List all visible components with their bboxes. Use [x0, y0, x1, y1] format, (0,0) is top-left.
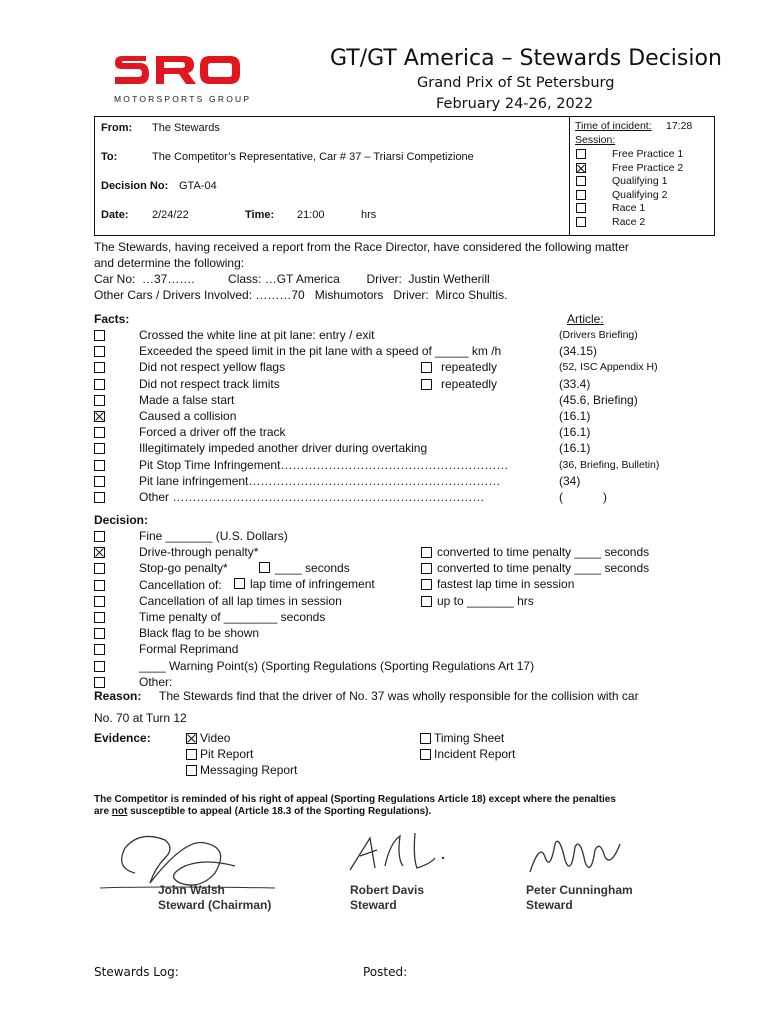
incident-box-divider: [569, 116, 570, 236]
fact-text: Pit Stop Time Infringement…………………………………………………: [139, 457, 509, 472]
other-cars-line: Other Cars / Drivers Involved: ………70 Mishumotors Driver: Mirco Shultis.: [94, 288, 508, 302]
fact-article: (36, Briefing, Bulletin): [559, 458, 660, 471]
decision-option-checkbox[interactable]: [421, 563, 432, 574]
fact-checkbox[interactable]: [94, 492, 105, 503]
session-label-item: Qualifying 2: [612, 188, 668, 201]
evidence-label-item: Pit Report: [200, 747, 254, 761]
decision-text: Stop-go penalty*: [139, 561, 228, 576]
fact-text: Did not respect track limits: [139, 376, 280, 391]
fact-checkbox[interactable]: [94, 395, 105, 406]
fact-text: Crossed the white line at pit lane: entry / exit: [139, 328, 375, 342]
appeal-line-1: The Competitor is reminded of his right of appeal (Sporting Regulations Article 18) except where the penalties: [94, 794, 616, 805]
session-label-item: Race 2: [612, 215, 646, 228]
date-label: Date:: [101, 209, 129, 221]
fact-checkbox[interactable]: [94, 427, 105, 438]
fact-article: (Drivers Briefing): [559, 329, 638, 341]
decision-checkbox[interactable]: [94, 531, 105, 542]
evidence-checkbox[interactable]: [186, 733, 197, 744]
fact-text: Made a false start: [139, 392, 235, 407]
session-checkbox[interactable]: [576, 217, 586, 227]
decision-option-text: up to _______ hrs: [437, 593, 534, 608]
event-name: Grand Prix of St Petersburg: [417, 75, 615, 91]
decision-checkbox[interactable]: [94, 644, 105, 655]
signature-peter-cunningham: [525, 832, 635, 882]
evidence-label-item: Incident Report: [434, 747, 516, 761]
fact-checkbox[interactable]: [94, 346, 105, 357]
fact-article: ( ): [559, 490, 607, 504]
decision-no-label: Decision No:: [101, 180, 169, 192]
appeal-line-2-pre: are: [94, 806, 112, 817]
fact-checkbox[interactable]: [94, 362, 105, 373]
to-value: The Competitor’s Representative, Car # 37 – Triarsi Competizione: [152, 151, 474, 163]
fact-article: (16.1): [559, 425, 591, 440]
session-checkbox[interactable]: [576, 149, 586, 159]
evidence-checkbox[interactable]: [420, 749, 431, 760]
decision-text: Cancellation of all lap times in session: [139, 593, 342, 608]
decision-checkbox[interactable]: [94, 628, 105, 639]
decision-checkbox[interactable]: [94, 580, 105, 591]
evidence-label-item: Timing Sheet: [434, 731, 505, 745]
decision-option-text: converted to time penalty ____ seconds: [437, 545, 650, 559]
fact-article: (34.15): [559, 344, 598, 359]
fact-text: Other ……………………………………………………………………: [139, 490, 485, 504]
session-label-item: Free Practice 2: [612, 161, 684, 174]
decision-text: Black flag to be shown: [139, 626, 260, 641]
decision-text: Formal Reprimand: [139, 642, 239, 657]
fact-text: Illegitimately impeded another driver during overtaking: [139, 441, 428, 456]
decision-text: Time penalty of ________ seconds: [139, 610, 326, 624]
session-label: Session:: [575, 134, 616, 146]
event-dates: February 24-26, 2022: [436, 96, 594, 112]
decision-text: Drive-through penalty*: [139, 545, 259, 560]
fact-article: (45.6, Briefing): [559, 392, 638, 407]
decision-checkbox[interactable]: [94, 563, 105, 574]
reason-line-2: No. 70 at Turn 12: [94, 711, 187, 725]
signatory-role: Steward: [350, 898, 397, 912]
session-label-item: Qualifying 1: [612, 175, 668, 187]
session-checkbox[interactable]: [576, 163, 586, 173]
fact-article: (34): [559, 473, 581, 488]
lap-time-infringement-label: lap time of infringement: [250, 577, 375, 591]
stopgo-seconds: ____ seconds: [275, 561, 350, 575]
decision-checkbox[interactable]: [94, 596, 105, 607]
time-unit: hrs: [361, 209, 377, 221]
decision-no-value: GTA-04: [179, 180, 217, 192]
incident-time-value: 17:28: [666, 120, 693, 132]
decision-checkbox[interactable]: [94, 661, 105, 672]
fact-article: (52, ISC Appendix H): [559, 361, 658, 374]
repeatedly-checkbox[interactable]: [421, 362, 432, 373]
appeal-line-2-post: susceptible to appeal (Article 18.3 of the Sporting Regulations).: [127, 806, 432, 817]
posted-label: Posted:: [363, 965, 408, 979]
decision-option-text: converted to time penalty ____ seconds: [437, 561, 650, 576]
reason-line-1: The Stewards find that the driver of No. 37 was wholly responsible for the collision with car: [159, 689, 639, 703]
fact-article: (33.4): [559, 376, 591, 391]
date-value: 2/24/22: [152, 209, 189, 221]
sro-logo-mark: [112, 52, 242, 88]
time-value: 21:00: [297, 209, 325, 221]
decision-text: Other:: [139, 674, 173, 689]
appeal-line-2: [94, 806, 431, 817]
evidence-checkbox[interactable]: [420, 733, 431, 744]
session-label-item: Free Practice 1: [612, 148, 684, 160]
fact-checkbox[interactable]: [94, 460, 105, 471]
fact-text: Exceeded the speed limit in the pit lane with a speed of _____ km /h: [139, 344, 502, 359]
signatory-name: John Walsh: [158, 883, 225, 897]
fact-checkbox[interactable]: [94, 411, 105, 422]
decision-text: ____ Warning Point(s) (Sporting Regulations (Sporting Regulations Art 17): [139, 658, 535, 673]
intro-line-1: The Stewards, having received a report from the Race Director, have considered the following matter: [94, 240, 629, 254]
fact-checkbox[interactable]: [94, 330, 105, 341]
lap-time-infringement-checkbox[interactable]: [234, 578, 245, 589]
signatory-role: Steward (Chairman): [158, 898, 272, 912]
stewards-log-label: Stewards Log:: [94, 965, 179, 979]
decision-option-checkbox[interactable]: [421, 579, 432, 590]
fact-text: Did not respect yellow flags: [139, 360, 286, 375]
session-checkbox[interactable]: [576, 203, 586, 213]
signatory-name: Robert Davis: [350, 883, 425, 897]
decision-heading: Decision:: [94, 513, 149, 527]
fact-checkbox[interactable]: [94, 476, 105, 487]
intro-line-2: and determine the following:: [94, 256, 245, 270]
session-checkbox[interactable]: [576, 190, 586, 200]
session-label-item: Race 1: [612, 202, 646, 214]
signatory-role: Steward: [526, 898, 573, 912]
repeatedly-checkbox[interactable]: [421, 379, 432, 390]
decision-text: Fine _______ (U.S. Dollars): [139, 529, 288, 543]
decision-checkbox[interactable]: [94, 612, 105, 623]
page-title: GT/GT America – Stewards Decision: [330, 46, 722, 71]
stopgo-seconds-checkbox[interactable]: [259, 562, 270, 573]
reason-label: Reason:: [94, 689, 142, 703]
from-value: The Stewards: [152, 122, 220, 134]
signatory-name: Peter Cunningham: [526, 883, 633, 897]
fact-checkbox[interactable]: [94, 443, 105, 454]
to-label: To:: [101, 151, 118, 163]
decision-option-checkbox[interactable]: [421, 596, 432, 607]
evidence-label: Evidence:: [94, 731, 151, 745]
fact-text: Caused a collision: [139, 409, 237, 423]
article-heading: Article:: [567, 312, 604, 326]
time-label: Time:: [245, 209, 275, 221]
sro-logo: [112, 52, 252, 104]
repeatedly-label: repeatedly: [441, 376, 498, 391]
fact-checkbox[interactable]: [94, 379, 105, 390]
decision-checkbox[interactable]: [94, 547, 105, 558]
fact-text: Pit lane infringement………………………………………………………: [139, 473, 501, 488]
decision-checkbox[interactable]: [94, 677, 105, 688]
fact-article: (16.1): [559, 409, 591, 423]
facts-heading: Facts:: [94, 312, 130, 326]
logo-tagline: MOTORSPORTS GROUP: [114, 94, 252, 104]
decision-text: Cancellation of:: [139, 577, 222, 592]
from-label: From:: [101, 122, 133, 134]
session-checkbox[interactable]: [576, 176, 586, 186]
decision-option-checkbox[interactable]: [421, 547, 432, 558]
evidence-checkbox[interactable]: [186, 749, 197, 760]
fact-article: (16.1): [559, 441, 591, 456]
appeal-not: not: [111, 806, 128, 817]
signature-robert-davis: [345, 828, 455, 878]
evidence-label-item: Video: [200, 731, 231, 745]
decision-option-text: fastest lap time in session: [437, 577, 575, 592]
evidence-checkbox[interactable]: [186, 765, 197, 776]
car-line: Car No: …37……. Class: …GT America Driver: Justin Wetherill: [94, 272, 490, 286]
fact-text: Forced a driver off the track: [139, 425, 286, 440]
incident-time-label: Time of incident:: [575, 120, 652, 132]
repeatedly-label: repeatedly: [441, 360, 498, 375]
evidence-label-item: Messaging Report: [200, 763, 298, 777]
